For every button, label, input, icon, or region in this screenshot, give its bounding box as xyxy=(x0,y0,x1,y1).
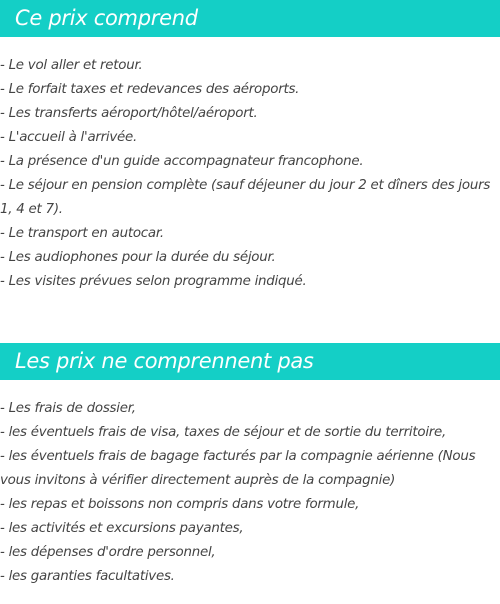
list-item: - Les transferts aéroport/hôtel/aéroport. xyxy=(0,106,258,121)
excluded-heading: Les prix ne comprennent pas xyxy=(0,343,500,380)
list-item: - Le forfait taxes et redevances des aéroports. xyxy=(0,82,300,97)
list-item: - Les visites prévues selon programme indiqué. xyxy=(0,274,307,289)
list-item: - Le transport en autocar. xyxy=(0,226,164,241)
list-item: - L'accueil à l'arrivée. xyxy=(0,130,138,145)
list-item: - les activités et excursions payantes, xyxy=(0,521,244,536)
included-section xyxy=(0,0,500,294)
list-item: - les repas et boissons non compris dans votre formule, xyxy=(0,497,360,512)
list-item: - Les audiophones pour la durée du séjour. xyxy=(0,250,276,265)
list-item: - Le séjour en pension complète (sauf déjeuner du jour 2 et dîners des jours 1, 4 et 7). xyxy=(0,178,491,217)
included-list xyxy=(0,54,500,294)
list-item: - les dépenses d'ordre personnel, xyxy=(0,545,216,560)
list-item: - les éventuels frais de visa, taxes de séjour et de sortie du territoire, xyxy=(0,425,447,440)
excluded-section xyxy=(0,343,500,589)
list-item: - Le vol aller et retour. xyxy=(0,58,143,73)
list-item: - les éventuels frais de bagage facturés par la compagnie aérienne (Nous vous invitons à vérifier directement auprès de la compagnie) xyxy=(0,449,476,488)
included-heading: Ce prix comprend xyxy=(0,0,500,37)
list-item: - les garanties facultatives. xyxy=(0,569,175,584)
list-item: - La présence d'un guide accompagnateur francophone. xyxy=(0,154,364,169)
excluded-list xyxy=(0,397,500,589)
list-item: - Les frais de dossier, xyxy=(0,401,136,416)
